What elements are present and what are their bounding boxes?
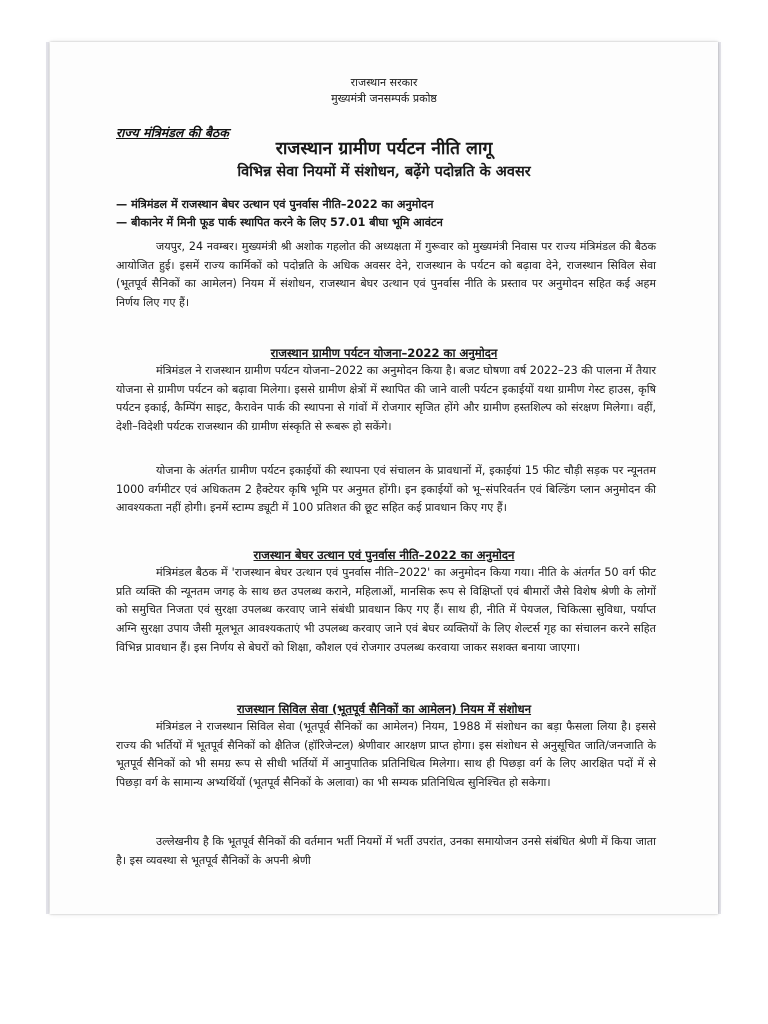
headline: राजस्थान ग्रामीण पर्यटन नीति लागू bbox=[275, 139, 493, 159]
section-paragraph: मंत्रिमंडल बैठक में 'राजस्थान बेघर उत्थान एवं पुनर्वास नीति–2022' का अनुमोदन किया गया। नीति के अंतर्गत 50 वर्ग फीट प्रति व्यक्ति की न्यूनतम जगह के साथ छत उपलब्ध कराने, महिलाओं, मानसिक रूप से विक्षिप्तों एवं बीमारों जैसे विशेष श्रेणी के लोगों को समुचित निजता एवं सुरक्षा उपलब्ध करवाए जाने संबंधी प्रावधान किए गए हैं। साथ ही, नीति में पेयजल, चिकित्सा सुविधा, पर्याप्त अग्नि सुरक्षा उपाय जैसी मूलभूत आवश्यकताएं भी उपलब्ध करवाए जाने एवं बेघर व्यक्तियों के लिए शेल्टर्स गृह का संचालन करने सहित विभिन्न प्रावधान हैं। इस निर्णय से बेघरों को शिक्षा, कौशल एवं रोजगार उपलब्ध करवाया जाकर सशक्त बनाया जाएगा। bbox=[116, 566, 656, 654]
highlight-item: — बीकानेर में मिनी फूड पार्क स्थापित करने के लिए 57.01 बीघा भूमि आवंटन bbox=[116, 216, 443, 229]
section-heading-homeless-policy: राजस्थान बेघर उत्थान एवं पुनर्वास नीति–2022 का अनुमोदन bbox=[253, 548, 515, 562]
section-paragraph: मंत्रिमंडल ने राजस्थान सिविल सेवा (भूतपूर्व सैनिकों का आमेलन) नियम, 1988 में संशोधन का बड़ा फैसला लिया है। इससे राज्य की भर्तियों में भूतपूर्व सैनिकों को क्षैतिज (हॉरिजेन्टल) श्रेणीवार आरक्षण प्राप्त होगा। इस संशोधन से अनुसूचित जाति/जनजाति के भूतपूर्व सैनिकों को भी समग्र रूप से सीधी भर्तियों में आनुपातिक प्रतिनिधित्व मिलेगा। साथ ही पिछड़ा वर्ग के लिए आरक्षित पदों में से पिछड़ा वर्ग के सामान्य अभ्यर्थियों (भूतपूर्व सैनिकों के अलावा) का भी सम्यक प्रतिनिधित्व सुनिश्चित हो सकेगा। bbox=[116, 720, 656, 790]
sub-headline: विभिन्न सेवा नियमों में संशोधन, बढ़ेंगे पदोन्नति के अवसर bbox=[237, 163, 531, 180]
highlight-item: — मंत्रिमंडल में राजस्थान बेघर उत्थान एवं पुनर्वास नीति–2022 का अनुमोदन bbox=[116, 198, 434, 211]
highlights bbox=[116, 196, 656, 232]
section-paragraph: मंत्रिमंडल ने राजस्थान ग्रामीण पर्यटन योजना–2022 का अनुमोदन किया है। बजट घोषणा वर्ष 2022–23 की पालना में तैयार योजना से ग्रामीण पर्यटन को बढ़ावा मिलेगा। इससे ग्रामीण क्षेत्रों में स्थापित की जाने वाली पर्यटन इकाईयों यथा ग्रामीण गेस्ट हाउस, कृषि पर्यटन इकाई, कैम्पिंग साइट, कैरावेन पार्क की स्थापना से गांवों में रोजगार सृजित होंगे और ग्रामीण हस्तशिल्प को संरक्षण मिलेगा। वहीं, देशी–विदेशी पर्यटक राजस्थान की ग्रामीण संस्कृति से रूबरू हो सकेंगे। bbox=[116, 364, 656, 434]
page-edge-right bbox=[718, 42, 721, 914]
department-name: राजस्थान सरकार bbox=[350, 76, 418, 89]
press-release-page bbox=[50, 42, 718, 914]
section-heading-rural-tourism: राजस्थान ग्रामीण पर्यटन योजना–2022 का अनुमोदन bbox=[270, 346, 498, 360]
section-paragraph: योजना के अंतर्गत ग्रामीण पर्यटन इकाईयों की स्थापना एवं संचालन के प्रावधानों में, इकाईयां 15 फीट चौड़ी सड़क पर न्यूनतम 1000 वर्गमीटर एवं अधिकतम 2 हैक्टेयर कृषि भूमि पर अनुमत होंगी। इन इकाईयों को भू–संपरिवर्तन एवं बिल्डिंग प्लान अनुमोदन की आवश्यकता नहीं होगी। इनमें स्टाम्प ड्यूटी में 100 प्रतिशत की छूट सहित कई प्रावधान किए गए हैं। bbox=[116, 464, 656, 515]
section-heading-ex-servicemen-rules: राजस्थान सिविल सेवा (भूतपूर्व सैनिकों का आमेलन) नियम में संशोधन bbox=[236, 702, 532, 716]
cabinet-meeting-label: राज्य मंत्रिमंडल की बैठक bbox=[116, 125, 229, 140]
cell-name: मुख्यमंत्री जनसम्पर्क प्रकोष्ठ bbox=[331, 92, 437, 105]
intro-paragraph: जयपुर, 24 नवम्बर। मुख्यमंत्री श्री अशोक गहलोत की अध्यक्षता में गुरूवार को मुख्यमंत्री निवास पर राज्य मंत्रिमंडल की बैठक आयोजित हुई। इसमें राज्य कार्मिकों को पदोन्नति के अधिक अवसर देने, राजस्थान के पर्यटन को बढ़ावा देने, राजस्थान सिविल सेवा (भूतपूर्व सैनिकों का आमेलन) नियम में संशोधन, राजस्थान बेघर उत्थान एवं पुनर्वास नीति के प्रस्ताव पर अनुमोदन सहित कई अहम निर्णय लिए गए हैं। bbox=[116, 240, 656, 310]
page-edge-left bbox=[46, 42, 49, 914]
section-paragraph: उल्लेखनीय है कि भूतपूर्व सैनिकों की वर्तमान भर्ती नियमों में भर्ती उपरांत, उनका समायोजन उनसे संबंधित श्रेणी में किया जाता है। इस व्यवस्था से भूतपूर्व सैनिकों के अपनी श्रेणी bbox=[116, 835, 656, 867]
